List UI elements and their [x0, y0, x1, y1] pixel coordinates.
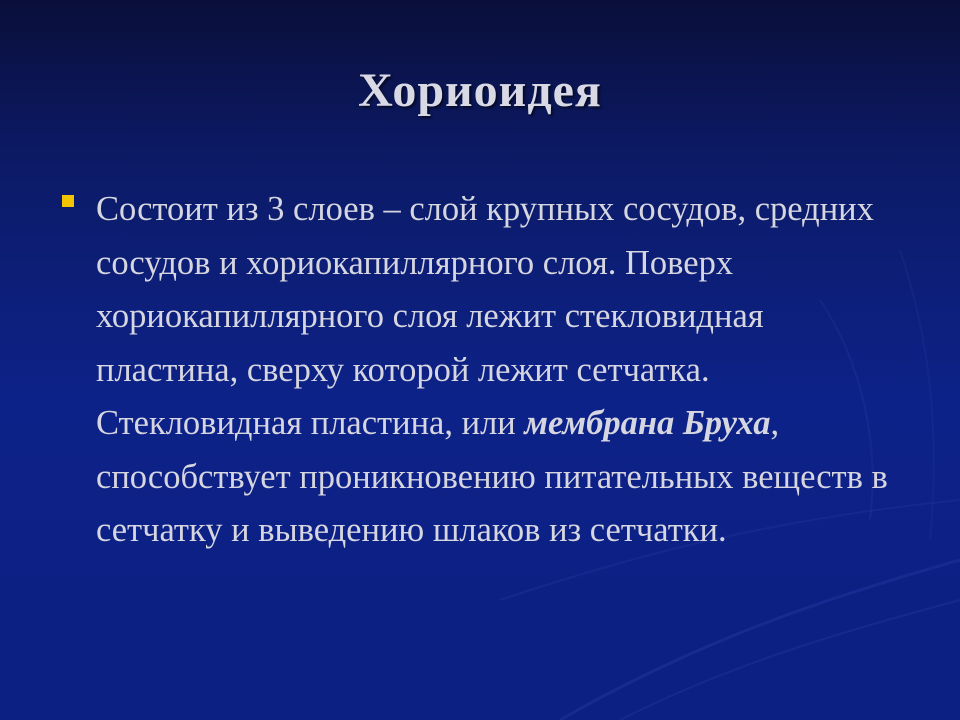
bullet-text-start: Состоит из 3 слоев – слой крупных сосудов, средних сосудов и хориокапиллярного слоя. Поверх хориокапиллярного слоя лежит стекловидная пластина, сверху которой лежит сетчатка. Стекловидная пластина, или: [96, 190, 874, 442]
bruch-membrane-emphasis: мембрана Бруха: [524, 404, 771, 442]
bullet-text: [96, 183, 892, 558]
slide-title: Хориоидея: [358, 64, 602, 117]
square-bullet-icon: [62, 195, 74, 207]
bullet-text-end: , способствует проникновению питательных веществ в сетчатку и выведению шлаков из сетчатки.: [96, 404, 888, 549]
bullet-item: [62, 183, 892, 558]
